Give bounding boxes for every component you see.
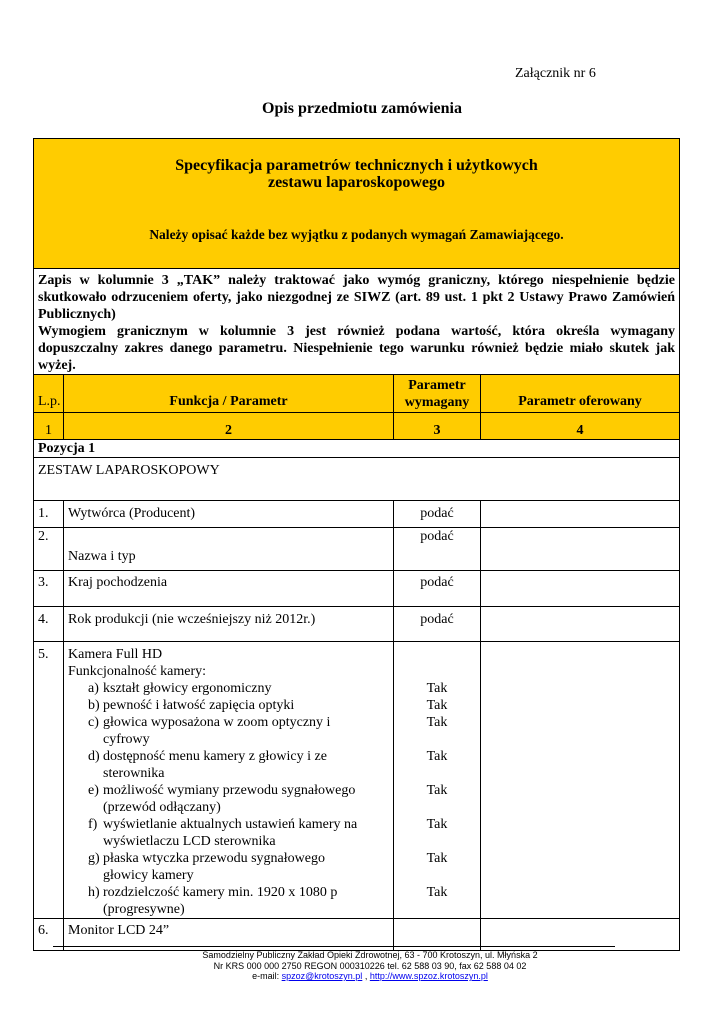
- row-parameter: Nazwa i typ: [64, 528, 394, 571]
- notice-paragraph-1: Zapis w kolumnie 3 „TAK” należy traktować jako wymóg graniczny, którego niespełnienie będzie skutkowało odrzuceniem oferty, jako niezgodnej ze SIWZ (art. 89 ust. 1 pkt 2 Ustawy Prawo Zamówień Publicznych): [38, 273, 675, 322]
- row-number: 3.: [34, 571, 64, 607]
- row-offered-cell: [481, 642, 680, 919]
- column-number-2: 2: [64, 413, 394, 440]
- list-item: g) płaska wtyczka przewodu sygnałowego głowicy kamery: [88, 851, 325, 883]
- row-number: 6.: [34, 919, 64, 951]
- list-item: b) pewność i łatwość zapięcia optyki: [88, 698, 295, 713]
- spec-title-line2: zestawu laparoskopowego: [267, 174, 446, 191]
- notice-paragraph-2: Wymogiem granicznym w kolumnie 3 jest również podana wartość, która określa wymagany dopuszczalny zakres danego parametru. Niespełnienie tego warunku również będzie miało skutek jak wyżej.: [38, 324, 675, 373]
- column-required-line2: wymagany: [404, 394, 470, 410]
- column-number-row: [34, 413, 680, 440]
- footer-website-link[interactable]: http://www.spzoz.krotoszyn.pl: [369, 971, 488, 981]
- row-parameter: Rok produkcji (nie wcześniejszy niż 2012r.): [64, 607, 394, 642]
- camera-feature-list: [68, 680, 389, 918]
- table-row: [34, 528, 680, 571]
- row-required: podać: [394, 501, 481, 528]
- column-offered: Parametr oferowany: [481, 375, 680, 413]
- row-required: podać: [394, 571, 481, 607]
- notice-row: [34, 269, 680, 375]
- table-row: [34, 571, 680, 607]
- footer-email-label: e-mail:: [252, 971, 282, 981]
- footer-contact: [150, 971, 590, 981]
- row-required: podać: [394, 607, 481, 642]
- row-required: [394, 642, 481, 919]
- feature-value: Tak: [426, 817, 448, 832]
- spec-title: [34, 139, 680, 202]
- attachment-label: Załącznik nr 6: [515, 66, 596, 81]
- column-lp: L.p.: [34, 375, 64, 413]
- position-name: ZESTAW LAPAROSKOPOWY: [34, 458, 680, 501]
- row-required: podać: [394, 528, 481, 571]
- row-offered-cell: [481, 571, 680, 607]
- feature-value: Tak: [426, 681, 448, 696]
- table-row: [34, 607, 680, 642]
- camera-functionality-label: Funkcjonalność kamery:: [68, 664, 207, 679]
- footer-separator: ,: [362, 971, 370, 981]
- column-header-row: [34, 375, 680, 413]
- position-label: Pozycja 1: [34, 440, 680, 458]
- footer-registry: Nr KRS 000 000 2750 REGON 000310226 tel. 62 588 03 90, fax 62 588 04 02: [213, 961, 527, 971]
- row-offered-cell: [481, 607, 680, 642]
- row-number: 5.: [34, 642, 64, 919]
- row-number: 2.: [34, 528, 64, 571]
- row-parameter: [64, 642, 394, 919]
- column-number-4: 4: [481, 413, 680, 440]
- feature-value: Tak: [426, 783, 448, 798]
- list-item: a) kształt głowicy ergonomiczny: [88, 681, 272, 696]
- feature-value: Tak: [426, 698, 448, 713]
- list-item: d) dostępność menu kamery z głowicy i ze sterownika: [88, 749, 327, 781]
- footer-divider: [53, 946, 615, 947]
- row-parameter: Monitor LCD 24”: [64, 919, 394, 951]
- notice-text: [34, 269, 680, 375]
- column-number-3: 3: [394, 413, 481, 440]
- row-parameter: Kraj pochodzenia: [64, 571, 394, 607]
- position-name-row: [34, 458, 680, 501]
- table-row: [34, 501, 680, 528]
- list-item: h) rozdzielczość kamery min. 1920 x 1080 p (progresywne): [88, 885, 338, 917]
- spec-title-line1: Specyfikacja parametrów technicznych i użytkowych: [175, 157, 538, 174]
- table-row-camera: [34, 642, 680, 919]
- list-item: e) możliwość wymiany przewodu sygnałowego (przewód odłączany): [88, 783, 356, 815]
- row-offered-cell: [481, 528, 680, 571]
- position-label-row: [34, 440, 680, 458]
- column-function: Funkcja / Parametr: [64, 375, 394, 413]
- row-number: 1.: [34, 501, 64, 528]
- spec-subtitle-row: [34, 202, 680, 269]
- camera-title: Kamera Full HD: [68, 647, 163, 662]
- footer-address: Samodzielny Publiczny Zakład Opieki Zdrowotnej, 63 - 700 Krotoszyn, ul. Młyńska 2: [202, 950, 538, 960]
- column-required-line1: Parametr: [408, 377, 466, 393]
- list-item: c) głowica wyposażona w zoom optyczny i cyfrowy: [88, 715, 331, 747]
- list-item: f) wyświetlanie aktualnych ustawień kamery na wyświetlaczu LCD sterownika: [88, 817, 358, 849]
- footer-email-link[interactable]: spzoz@krotoszyn.pl: [281, 971, 363, 981]
- document-title: Opis przedmiotu zamówienia: [262, 100, 462, 117]
- spec-subtitle: Należy opisać każde bez wyjątku z podanych wymagań Zamawiającego.: [34, 202, 680, 269]
- specification-table: [33, 138, 680, 951]
- row-number: 4.: [34, 607, 64, 642]
- feature-value: Tak: [426, 885, 448, 900]
- feature-value: Tak: [426, 749, 448, 764]
- column-number-1: 1: [34, 413, 64, 440]
- feature-value: Tak: [426, 715, 448, 730]
- row-offered-cell: [481, 501, 680, 528]
- row-parameter: Wytwórca (Producent): [64, 501, 394, 528]
- spec-header-row: [34, 139, 680, 202]
- feature-value: Tak: [426, 851, 448, 866]
- column-required: [394, 375, 481, 413]
